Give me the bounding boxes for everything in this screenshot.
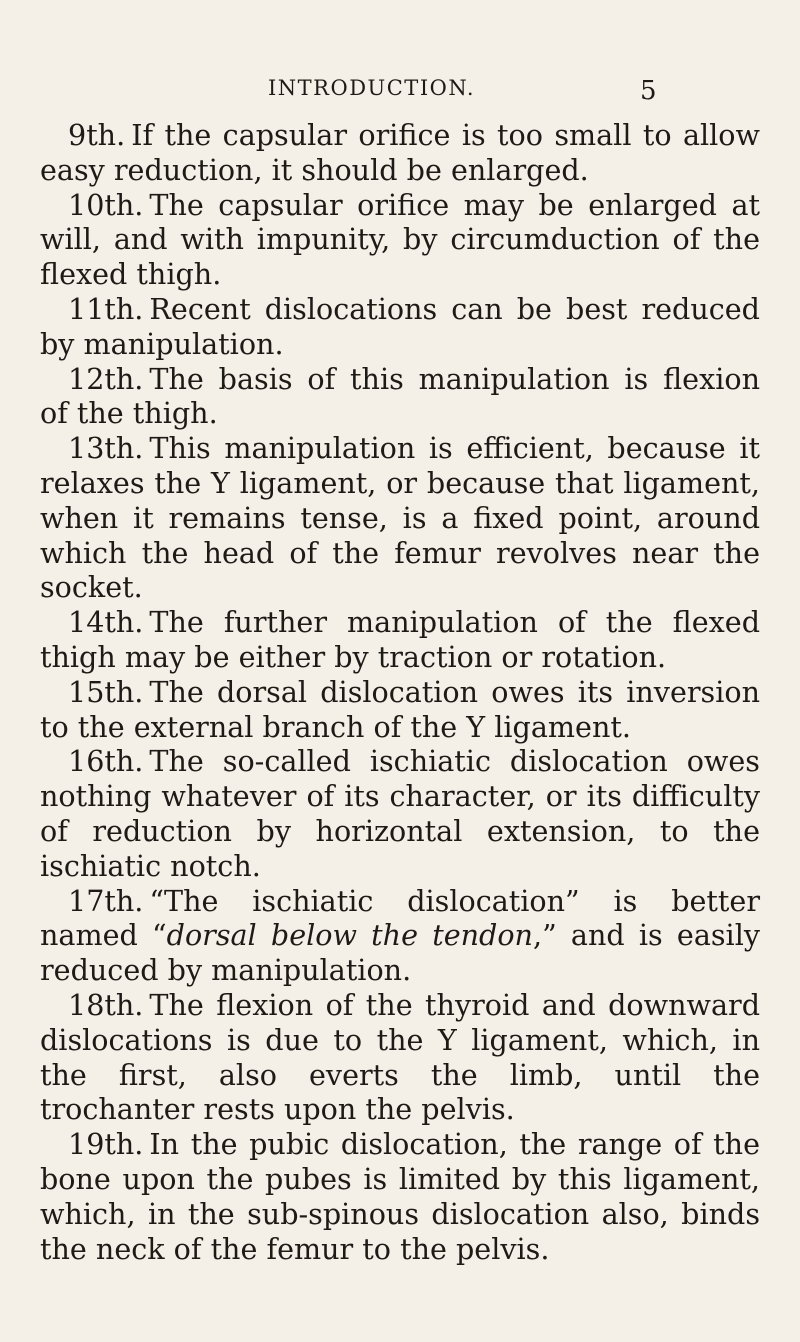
page-number: 5 <box>640 76 657 106</box>
paragraph-11th <box>40 292 760 362</box>
paragraph-9th <box>40 118 760 188</box>
paragraph-number: 9th. <box>68 118 126 152</box>
paragraph-text-before: “The ischiatic dislocation” is better named “ <box>40 883 760 953</box>
paragraph-number: 19th. <box>68 1127 144 1162</box>
paragraph-13th <box>40 431 760 605</box>
paragraph-text: The basis of this manipulation is flexion of the thigh. <box>40 361 760 431</box>
paragraph-19th <box>40 1127 760 1266</box>
paragraph-number: 14th. <box>68 605 144 640</box>
running-title: INTRODUCTION. <box>268 76 476 100</box>
paragraph-number: 12th. <box>68 361 144 396</box>
italic-phrase: dorsal below the tendon <box>166 918 533 953</box>
paragraph-text: The so-called ischiatic dislocation owes nothing whatever of its character, or its difficulty of reduction by horizontal extension, to the ischiatic notch. <box>40 744 760 883</box>
paragraph-number: 13th. <box>68 431 144 466</box>
paragraph-12th <box>40 362 760 432</box>
paragraph-number: 17th. <box>68 883 144 918</box>
paragraph-18th <box>40 988 760 1127</box>
paragraph-number: 18th. <box>68 987 144 1022</box>
paragraph-10th <box>40 188 760 292</box>
paragraph-number: 16th. <box>68 744 144 779</box>
paragraph-text: The flexion of the thyroid and downward dislocations is due to the Y ligament, which, in the first, also everts the limb, until the trochanter rests upon the pelvis. <box>40 987 760 1127</box>
paragraph-15th <box>40 675 760 745</box>
paragraph-text: The capsular orifice may be enlarged at will, and with impunity, by circumduction of the flexed thigh. <box>40 187 760 292</box>
running-head <box>0 76 800 106</box>
paragraph-text: The further manipulation of the flexed thigh may be either by traction or rotation. <box>40 605 760 674</box>
paragraph-14th <box>40 605 760 675</box>
paragraph-number: 15th. <box>68 674 144 709</box>
paragraph-text: This manipulation is efficient, because it relaxes the Y ligament, or because that ligament, when it remains tense, is a fixed point, around which the head of the femur revolves near the socket. <box>40 431 760 605</box>
paragraph-17th <box>40 884 760 988</box>
paragraph-number: 10th. <box>68 187 144 222</box>
paragraph-text: The dorsal dislocation owes its inversion to the external branch of the Y ligament. <box>40 674 760 744</box>
paragraph-text: In the pubic dislocation, the range of the bone upon the pubes is limited by this ligament, which, in the sub-spinous dislocation also, binds the neck of the femur to the pelvis. <box>40 1127 760 1266</box>
paragraph-text: If the capsular orifice is too small to allow easy reduction, it should be enlarged. <box>40 118 760 187</box>
paragraph-text: Recent dislocations can be best reduced by manipulation. <box>40 291 760 361</box>
body-text <box>40 118 760 1266</box>
paragraph-16th <box>40 744 760 883</box>
paragraph-number: 11th. <box>68 291 144 326</box>
paragraph-text-after: ,” and is easily reduced by manipulation. <box>40 918 760 988</box>
